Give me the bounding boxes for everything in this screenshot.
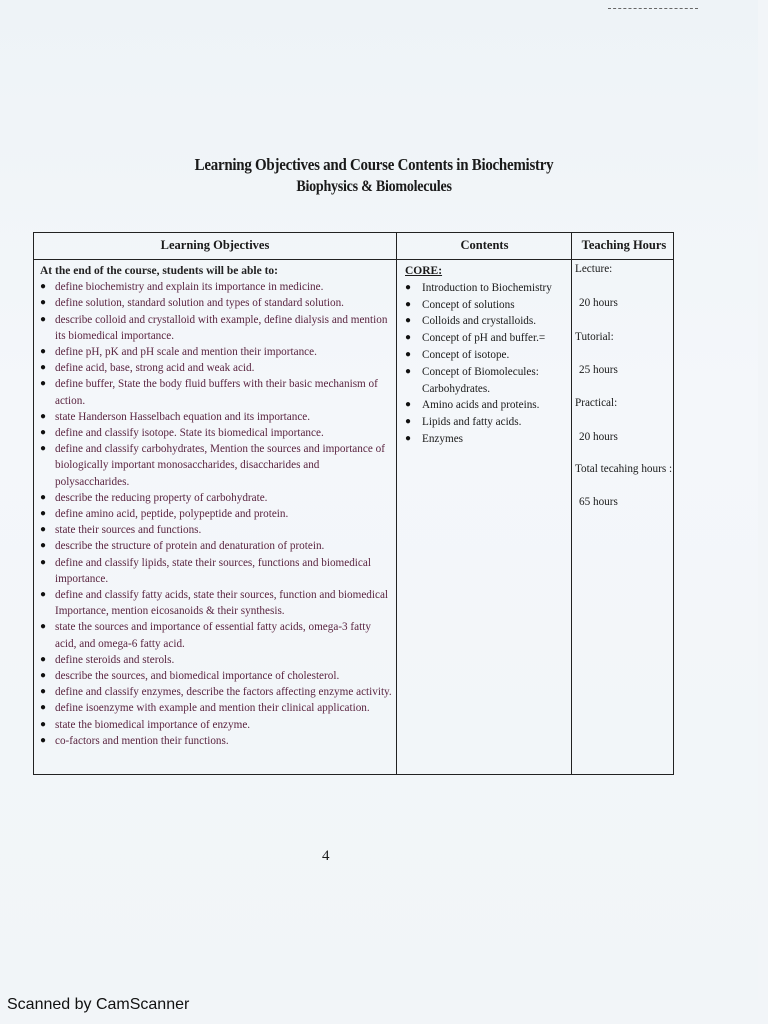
contents-list (405, 280, 567, 448)
bullet-icon: ● (40, 702, 47, 714)
document-title: Learning Objectives and Course Contents in Biochemistry (194, 155, 554, 174)
objective-item (40, 668, 392, 684)
content-item (405, 330, 567, 347)
content-text: Concept of pH and buffer.= (422, 332, 546, 345)
page-number: 4 (322, 848, 330, 864)
bullet-icon: ● (405, 399, 412, 411)
bullet-icon: ● (40, 281, 47, 293)
hours-item: Lecture: (575, 263, 613, 275)
content-item (405, 280, 567, 297)
contents-heading: CORE: (405, 265, 443, 277)
bullet-icon: ● (40, 297, 47, 309)
objective-text: define isoenzyme with example and mention their clinical application. (55, 702, 370, 715)
objective-item (40, 279, 392, 295)
objective-item (40, 587, 392, 619)
objective-item (40, 522, 392, 538)
objective-text: define amino acid, peptide, polypeptide and protein. (55, 508, 289, 521)
bullet-icon: ● (40, 362, 47, 374)
content-item (405, 397, 567, 414)
scan-mark (608, 8, 698, 10)
objective-item (40, 490, 392, 506)
bullet-icon: ● (40, 653, 47, 665)
bullet-icon: ● (405, 281, 412, 293)
objective-item (40, 684, 392, 700)
content-text: Enzymes (422, 432, 464, 445)
objective-text: define and classify carbohydrates, Mention the sources and importance of biologically important monosaccharides, disaccharides and polysaccharides. (55, 443, 385, 488)
objective-text: define solution, standard solution and types of standard solution. (55, 297, 344, 310)
bullet-icon: ● (40, 346, 47, 358)
bullet-icon: ● (40, 443, 47, 455)
objective-text: co-factors and mention their functions. (55, 734, 229, 747)
objective-text: define pH, pK and pH scale and mention their importance. (55, 346, 317, 359)
content-text: Colloids and crystalloids. (422, 315, 537, 328)
objective-item (40, 538, 392, 554)
objective-text: state their sources and functions. (55, 524, 202, 537)
content-item (405, 364, 567, 398)
objective-text: state the biomedical importance of enzyme. (55, 718, 251, 731)
bullet-icon: ● (40, 718, 47, 730)
objective-text: state the sources and importance of essential fatty acids, omega-3 fatty acid, and omega-6 fatty acid. (55, 621, 371, 650)
objective-text: define and classify lipids, state their sources, functions and biomedical importance. (55, 556, 371, 585)
header-contents: Contents (460, 238, 509, 252)
objective-text: define and classify fatty acids, state their sources, function and biomedical Importance, mention eicosanoids & their synthesis. (55, 589, 389, 618)
content-text: Concept of isotope. (422, 348, 510, 361)
hours-item: 20 hours (579, 431, 618, 443)
column-divider (396, 233, 397, 774)
header-divider (34, 259, 673, 260)
objective-text: state Handerson Hasselbach equation and its importance. (55, 410, 311, 423)
bullet-icon: ● (40, 508, 47, 520)
bullet-icon: ● (405, 315, 412, 327)
bullet-icon: ● (40, 556, 47, 568)
objectives-column (40, 263, 392, 749)
objective-item (40, 555, 392, 587)
bullet-icon: ● (40, 540, 47, 552)
content-item (405, 313, 567, 330)
bullet-icon: ● (40, 621, 47, 633)
bullet-icon: ● (405, 348, 412, 360)
objective-item (40, 312, 392, 344)
content-text: Amino acids and proteins. (422, 399, 540, 412)
bullet-icon: ● (40, 524, 47, 536)
contents-column (405, 263, 567, 448)
bullet-icon: ● (40, 734, 47, 746)
header-learning-objectives: Learning Objectives (160, 238, 270, 252)
bullet-icon: ● (40, 491, 47, 503)
objective-text: define and classify enzymes, describe the factors affecting enzyme activity. (55, 686, 392, 699)
objective-text: describe the reducing property of carbohydrate. (55, 491, 268, 504)
objective-item (40, 717, 392, 733)
objective-text: describe the structure of protein and denaturation of protein. (55, 540, 325, 553)
objective-text: define buffer, State the body fluid buffers with their basic mechanism of action. (55, 378, 378, 407)
bullet-icon: ● (405, 432, 412, 444)
hours-item: Practical: (575, 397, 618, 409)
bullet-icon: ● (405, 332, 412, 344)
content-item (405, 297, 567, 314)
objective-item (40, 360, 392, 376)
bullet-icon: ● (40, 313, 47, 325)
bullet-icon: ● (405, 416, 412, 428)
objectives-intro: At the end of the course, students will be able to: (40, 265, 278, 277)
objective-text: define and classify isotope. State its biomedical importance. (55, 427, 324, 440)
content-text: Concept of Biomolecules: Carbohydrates. (422, 365, 539, 395)
objective-text: define biochemistry and explain its importance in medicine. (55, 281, 324, 294)
hours-item: 65 hours (579, 496, 618, 508)
content-text: Lipids and fatty acids. (422, 416, 522, 429)
hours-item: 20 hours (579, 297, 618, 309)
objective-item (40, 700, 392, 716)
course-table (33, 232, 674, 775)
content-text: Concept of solutions (422, 298, 515, 311)
objective-item (40, 409, 392, 425)
objective-item (40, 506, 392, 522)
header-teaching-hours: Teaching Hours (581, 238, 667, 252)
objective-item (40, 376, 392, 408)
hours-item: Total tecahing hours : (575, 463, 673, 475)
bullet-icon: ● (40, 686, 47, 698)
document-subtitle: Biophysics & Biomolecules (296, 178, 452, 195)
objective-item (40, 441, 392, 490)
content-item (405, 431, 567, 448)
objectives-list (40, 279, 392, 749)
objective-item (40, 652, 392, 668)
bullet-icon: ● (40, 378, 47, 390)
bullet-icon: ● (40, 410, 47, 422)
hours-item: Tutorial: (575, 331, 614, 343)
scanner-watermark: Scanned by CamScanner (7, 996, 190, 1013)
objective-item (40, 344, 392, 360)
bullet-icon: ● (405, 365, 412, 377)
objective-item (40, 295, 392, 311)
objective-text: describe the sources, and biomedical importance of cholesterol. (55, 670, 340, 683)
hours-item: 25 hours (579, 364, 618, 376)
column-divider (571, 233, 572, 774)
content-item (405, 347, 567, 364)
objective-text: define steroids and sterols. (55, 653, 175, 666)
content-text: Introduction to Biochemistry (422, 281, 552, 294)
objective-item (40, 425, 392, 441)
objective-item (40, 619, 392, 651)
bullet-icon: ● (405, 298, 412, 310)
objective-text: describe colloid and crystalloid with example, define dialysis and mention its biomedical importance. (55, 313, 388, 342)
bullet-icon: ● (40, 670, 47, 682)
objective-item (40, 733, 392, 749)
bullet-icon: ● (40, 427, 47, 439)
objective-text: define acid, base, strong acid and weak acid. (55, 362, 255, 375)
content-item (405, 414, 567, 431)
bullet-icon: ● (40, 589, 47, 601)
